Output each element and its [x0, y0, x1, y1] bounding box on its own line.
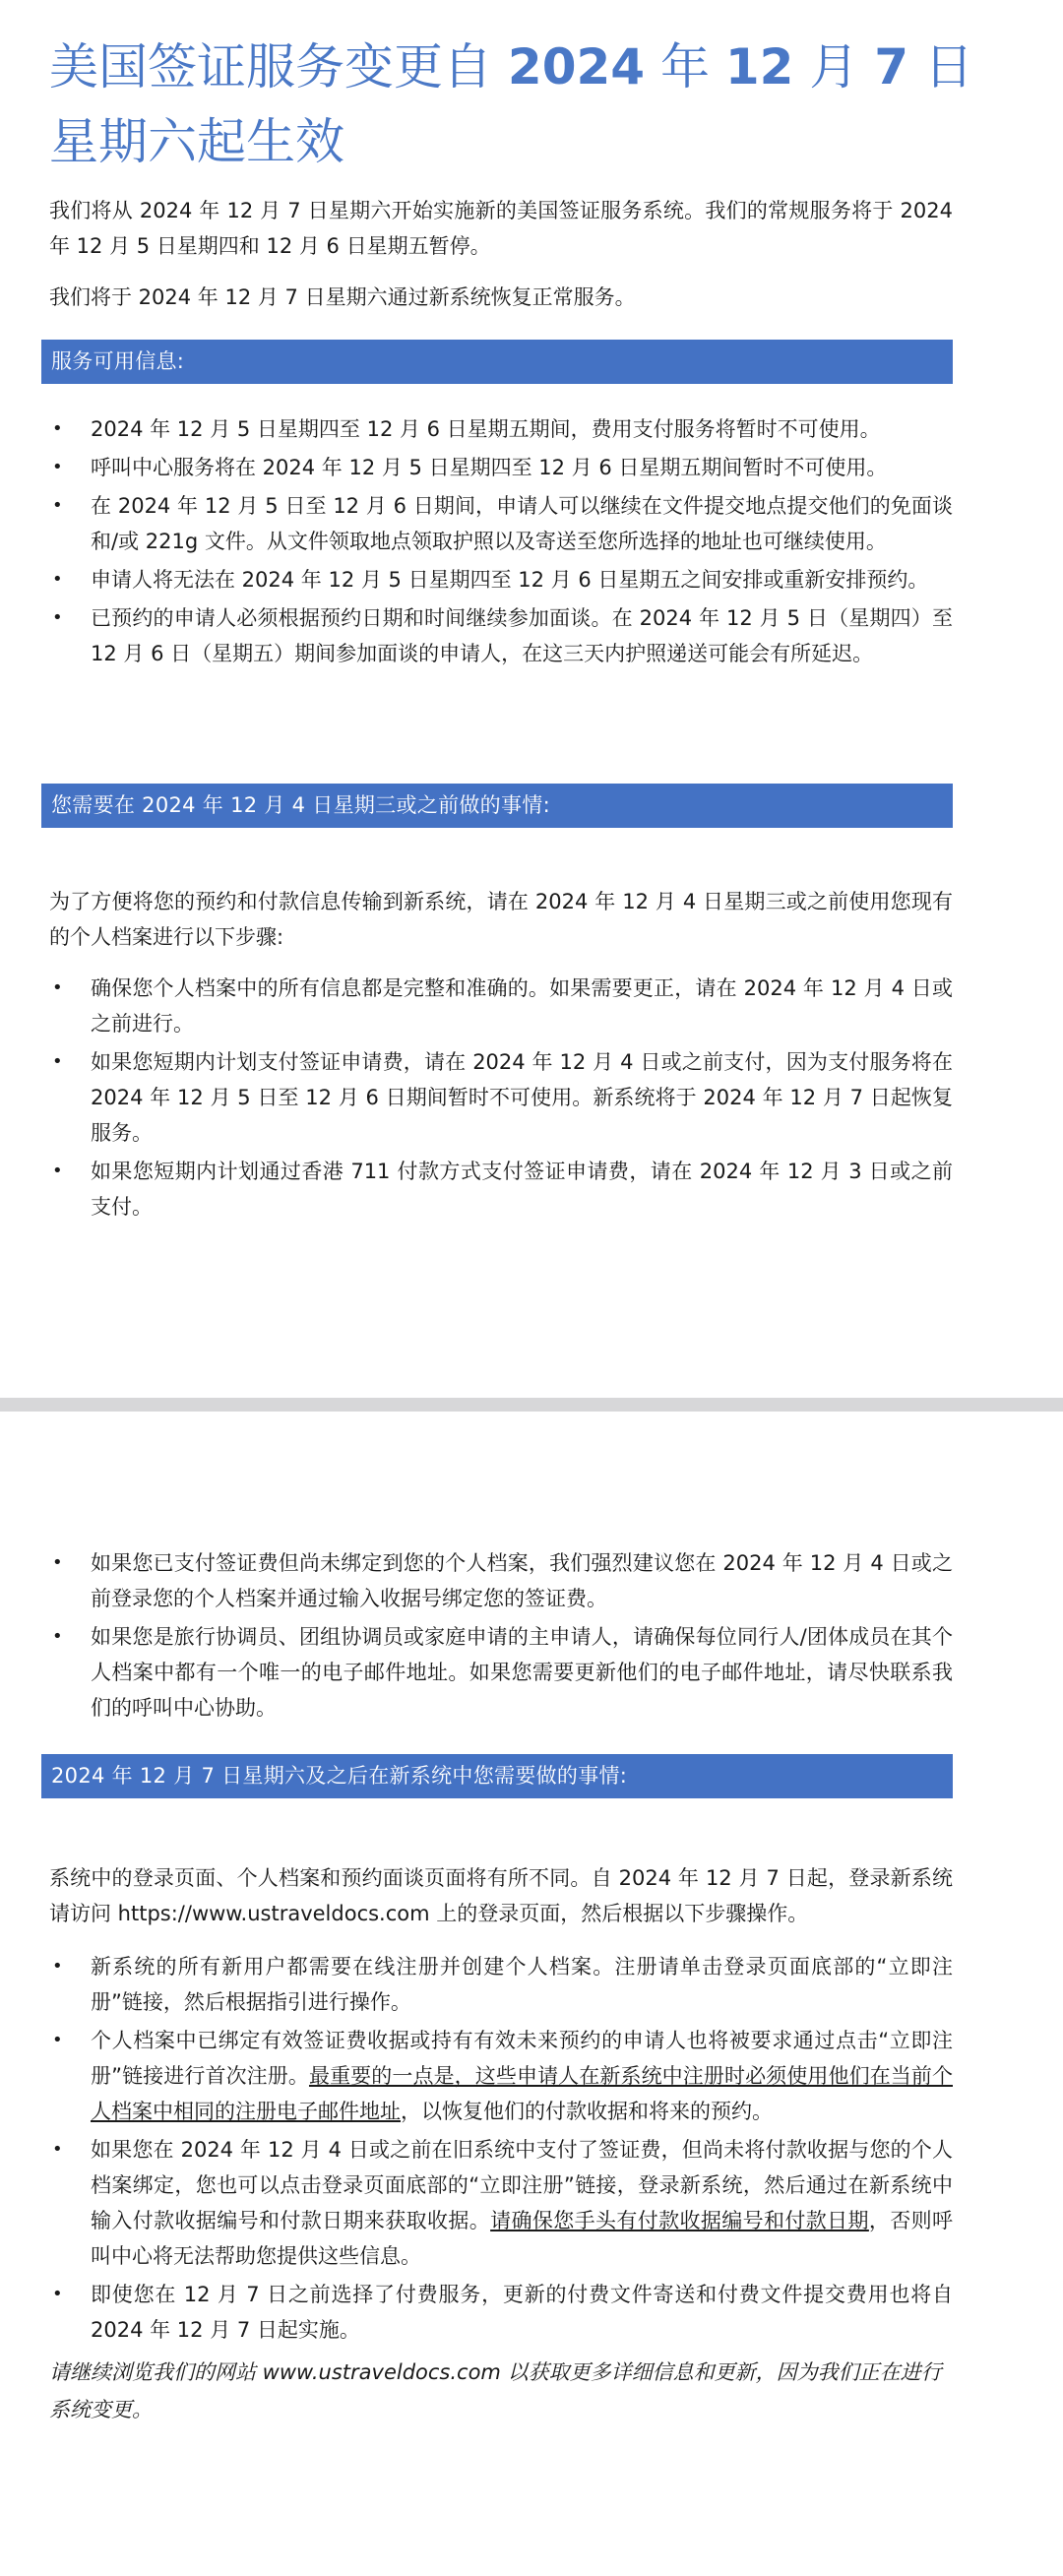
- section-header-before-dec4: 您需要在 2024 年 12 月 4 日星期三或之前做的事情:: [41, 784, 953, 828]
- underlined-emphasis: 最重要的一点是，这些申请人在新系统中注册时必须使用他们在当前个人档案中相同的注册电子邮件地址: [91, 2064, 953, 2123]
- closing-note: 请继续浏览我们的网站 www.ustraveldocs.com 以获取更多详细信息和更新，因为我们正在进行系统变更。: [49, 2360, 942, 2421]
- list-item-text: 申请人将无法在 2024 年 12 月 5 日星期四至 12 月 6 日星期五之间安排或重新安排预约。: [91, 568, 929, 592]
- bullet-icon: •: [52, 1161, 63, 1181]
- list-item: [49, 2132, 953, 2274]
- intro-paragraph-2: 我们将于 2024 年 12 月 7 日星期六通过新系统恢复正常服务。: [49, 285, 636, 309]
- bullet-icon: •: [52, 418, 63, 439]
- after-dec7-intro: 系统中的登录页面、个人档案和预约面谈页面将有所不同。自 2024 年 12 月 7 日起，登录新系统请访问 https://www.ustraveldocs.com 上的登录页面，然后根据以下步骤操作。: [49, 1866, 953, 1925]
- list-item-text: 如果您在 2024 年 12 月 4 日或之前在旧系统中支付了签证费，但尚未将付款收据与您的个人档案绑定，您也可以点击登录页面底部的“立即注册”链接，登录新系统，然后通过在新系统中输入付款收据编号和付款日期来获取收据。: [91, 2138, 953, 2232]
- title-day: 7: [874, 38, 909, 95]
- list-item-text: 即使您在 12 月 7 日之前选择了付费服务，更新的付费文件寄送和付费文件提交费用也将自 2024 年 12 月 7 日起实施。: [91, 2283, 953, 2342]
- title-line1: [49, 38, 973, 95]
- page-title: [49, 30, 974, 179]
- list-item-text: 如果您短期内计划支付签证申请费，请在 2024 年 12 月 4 日或之前支付，因为支付服务将在 2024 年 12 月 5 日至 12 月 6 日期间暂时不可使用。新系统将于 2024 年 12 月 7 日起恢复服务。: [91, 1050, 953, 1145]
- page-separator: [0, 1398, 1063, 1412]
- title-text: 年: [645, 38, 725, 95]
- list-item: [49, 1044, 953, 1151]
- before-dec4-list: [49, 971, 953, 1225]
- title-month: 12: [724, 38, 794, 95]
- title-text: 月: [793, 38, 875, 95]
- bullet-icon: •: [52, 977, 63, 998]
- bullet-icon: •: [52, 457, 63, 477]
- intro-paragraph-1: 我们将从 2024 年 12 月 7 日星期六开始实施新的美国签证服务系统。我们的常规服务将于 2024 年 12 月 5 日星期四和 12 月 6 日星期五暂停。: [49, 199, 953, 258]
- title-text: 美国签证服务变更自: [49, 38, 508, 95]
- section-header-after-dec7: 2024 年 12 月 7 日星期六及之后在新系统中您需要做的事情:: [41, 1754, 953, 1798]
- title-text: 日: [908, 38, 973, 95]
- list-item: [49, 1619, 953, 1726]
- list-item-text: 如果您短期内计划通过香港 711 付款方式支付签证申请费，请在 2024 年 12 月 3 日或之前支付。: [91, 1160, 953, 1219]
- list-item-text: 在 2024 年 12 月 5 日至 12 月 6 日期间，申请人可以继续在文件提交地点提交他们的免面谈和/或 221g 文件。从文件领取地点领取护照以及寄送至您所选择的地址也可继续使用。: [91, 494, 953, 553]
- list-item-text: 个人档案中已绑定有效签证费收据或持有有效未来预约的申请人也将被要求通过点击“立即注册”链接进行首次注册。: [91, 2029, 953, 2088]
- bullet-icon: •: [52, 2030, 63, 2050]
- list-item: [49, 450, 953, 485]
- list-item: [49, 488, 953, 559]
- list-item-text: 2024 年 12 月 5 日星期四至 12 月 6 日星期五期间，费用支付服务将暂时不可使用。: [91, 417, 881, 441]
- underlined-emphasis: 请确保您手头有付款收据编号和付款日期: [490, 2209, 869, 2232]
- bullet-icon: •: [52, 607, 63, 628]
- intro-section: [49, 193, 953, 315]
- before-dec4-continued: [49, 1545, 953, 1728]
- bullet-icon: •: [52, 1552, 63, 1573]
- page-2: [0, 1412, 1063, 2576]
- list-item-text: 确保您个人档案中的所有信息都是完整和准确的。如果需要更正，请在 2024 年 12 月 4 日或之前进行。: [91, 976, 953, 1036]
- after-dec7-list: [49, 1949, 953, 2348]
- title-year: 2024: [507, 38, 646, 95]
- list-item-text: 新系统的所有新用户都需要在线注册并创建个人档案。注册请单击登录页面底部的“立即注册”链接，然后根据指引进行操作。: [91, 1955, 953, 2014]
- list-item: [49, 2277, 953, 2348]
- list-item-text: ，以恢复他们的付款收据和将来的预约。: [401, 2100, 773, 2123]
- list-item: [49, 411, 953, 447]
- list-item: [49, 1154, 953, 1225]
- bullet-icon: •: [52, 1626, 63, 1647]
- bullet-icon: •: [52, 569, 63, 590]
- list-item: [49, 600, 953, 671]
- before-dec4-list-continued: [49, 1545, 953, 1726]
- bullet-icon: •: [52, 2284, 63, 2304]
- service-availability-section: [49, 411, 953, 674]
- list-item-text: 如果您已支付签证费但尚未绑定到您的个人档案，我们强烈建议您在 2024 年 12 月 4 日或之前登录您的个人档案并通过输入收据号绑定您的签证费。: [91, 1551, 953, 1610]
- bullet-icon: •: [52, 2139, 63, 2160]
- title-line2: 星期六起生效: [49, 113, 344, 170]
- before-dec4-intro: 为了方便将您的预约和付款信息传输到新系统，请在 2024 年 12 月 4 日星期三或之前使用您现有的个人档案进行以下步骤:: [49, 890, 953, 949]
- list-item: [49, 1949, 953, 2020]
- list-item: [49, 562, 953, 597]
- list-item-text: 已预约的申请人必须根据预约日期和时间继续参加面谈。在 2024 年 12 月 5 日（星期四）至 12 月 6 日（星期五）期间参加面谈的申请人，在这三天内护照递送可能会有所延迟。: [91, 606, 953, 665]
- list-item: [49, 2023, 953, 2129]
- bullet-icon: •: [52, 495, 63, 516]
- list-item-text: ，否则呼叫中心将无法帮助您提供这些信息。: [91, 2209, 953, 2268]
- list-item: [49, 971, 953, 1041]
- after-dec7-section: [49, 1860, 953, 2428]
- list-item: [49, 1545, 953, 1616]
- list-item-text: 如果您是旅行协调员、团组协调员或家庭申请的主申请人，请确保每位同行人/团体成员在其个人档案中都有一个唯一的电子邮件地址。如果您需要更新他们的电子邮件地址，请尽快联系我们的呼叫中心协助。: [91, 1625, 953, 1720]
- section-header-service-availability: 服务可用信息:: [41, 340, 953, 384]
- bullet-icon: •: [52, 1051, 63, 1072]
- before-dec4-section: [49, 884, 953, 1227]
- list-item-text: 呼叫中心服务将在 2024 年 12 月 5 日星期四至 12 月 6 日星期五期间暂时不可使用。: [91, 456, 888, 479]
- bullet-icon: •: [52, 1956, 63, 1977]
- service-availability-list: [49, 411, 953, 671]
